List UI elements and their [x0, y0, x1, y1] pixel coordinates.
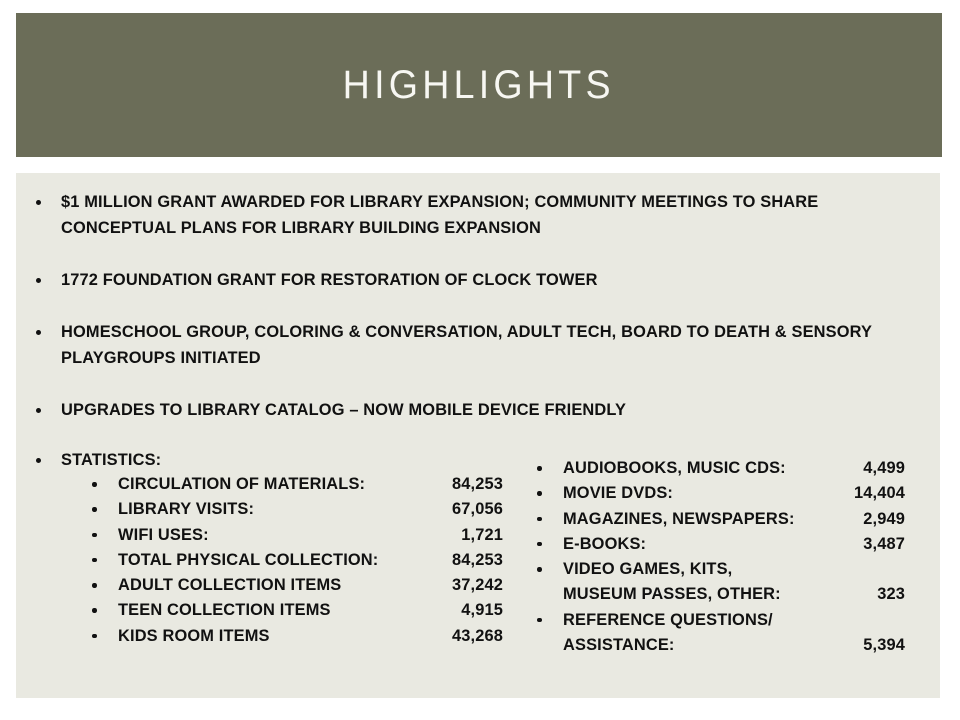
- stat-label: TOTAL PHYSICAL COLLECTION:: [118, 550, 379, 569]
- statistics-heading: STATISTICS:: [30, 447, 930, 473]
- stat-value: 43,268: [451, 626, 503, 645]
- title-banner: [16, 13, 942, 157]
- stat-label: WIFI USES:: [118, 525, 209, 544]
- stat-label: MAGAZINES, NEWSPAPERS:: [563, 509, 795, 528]
- stat-value: 67,056: [451, 500, 503, 519]
- statistics-left-column: [82, 472, 503, 649]
- bullet-text: 1772 FOUNDATION GRANT FOR RESTORATION OF CLOCK TOWER: [61, 271, 598, 289]
- table-row: [527, 532, 905, 557]
- stat-label: E-BOOKS:: [563, 534, 647, 553]
- stat-label: LIBRARY VISITS:: [118, 500, 255, 519]
- stat-value: 323: [877, 585, 905, 604]
- table-row: [527, 456, 905, 481]
- table-row: [527, 557, 905, 582]
- stat-value: 4,499: [863, 459, 905, 477]
- stat-label: ADULT COLLECTION ITEMS: [118, 576, 342, 595]
- stat-label: MUSEUM PASSES, OTHER:: [563, 585, 781, 604]
- stat-label: TEEN COLLECTION ITEMS: [118, 601, 331, 620]
- stat-label: KIDS ROOM ITEMS: [118, 626, 270, 645]
- stat-label: CIRCULATION OF MATERIALS:: [118, 475, 366, 493]
- stat-label: VIDEO GAMES, KITS,: [563, 560, 733, 579]
- page-title: HIGHLIGHTS: [342, 62, 616, 107]
- stat-label: AUDIOBOOKS, MUSIC CDS:: [563, 459, 786, 477]
- table-row: [527, 582, 905, 607]
- bullet-text: $1 MILLION GRANT AWARDED FOR LIBRARY EXPANSION; COMMUNITY MEETINGS TO SHARE CONCEPTUAL PLANS FOR LIBRARY BUILDING EXPANSION: [61, 193, 819, 237]
- table-row: [82, 624, 503, 649]
- list-item: [30, 397, 890, 423]
- table-row: [82, 497, 503, 522]
- table-row: [82, 573, 503, 598]
- table-row: [82, 548, 503, 573]
- statistics-section: [30, 447, 930, 655]
- stat-value: 14,404: [853, 484, 905, 503]
- table-row: [82, 472, 503, 497]
- statistics-right-column: [527, 456, 905, 658]
- table-row: [527, 608, 905, 633]
- stat-value: 1,721: [461, 525, 503, 544]
- bullet-text: UPGRADES TO LIBRARY CATALOG – NOW MOBILE DEVICE FRIENDLY: [61, 401, 627, 419]
- list-item: [30, 189, 890, 241]
- highlights-bullet-list: [30, 189, 890, 449]
- stat-value: 2,949: [863, 509, 905, 528]
- list-item: [30, 319, 890, 371]
- list-item: [30, 267, 890, 293]
- stat-value: 5,394: [863, 636, 905, 655]
- stat-value: 84,253: [451, 550, 503, 569]
- stat-label: MOVIE DVDS:: [563, 484, 674, 503]
- stat-label: REFERENCE QUESTIONS/: [563, 610, 773, 629]
- table-row: [82, 523, 503, 548]
- slide-body-panel: [16, 173, 940, 698]
- stat-label: ASSISTANCE:: [563, 636, 675, 655]
- stat-value: 3,487: [863, 534, 905, 553]
- stat-value: 4,915: [461, 601, 503, 620]
- table-row: [527, 633, 905, 658]
- table-row: [527, 507, 905, 532]
- table-row: [527, 481, 905, 506]
- stat-value: 37,242: [451, 576, 503, 595]
- table-row: [82, 598, 503, 623]
- stat-value: 84,253: [451, 475, 503, 493]
- bullet-text: HOMESCHOOL GROUP, COLORING & CONVERSATION, ADULT TECH, BOARD TO DEATH & SENSORY PLAYGROUPS INITIATED: [61, 323, 872, 367]
